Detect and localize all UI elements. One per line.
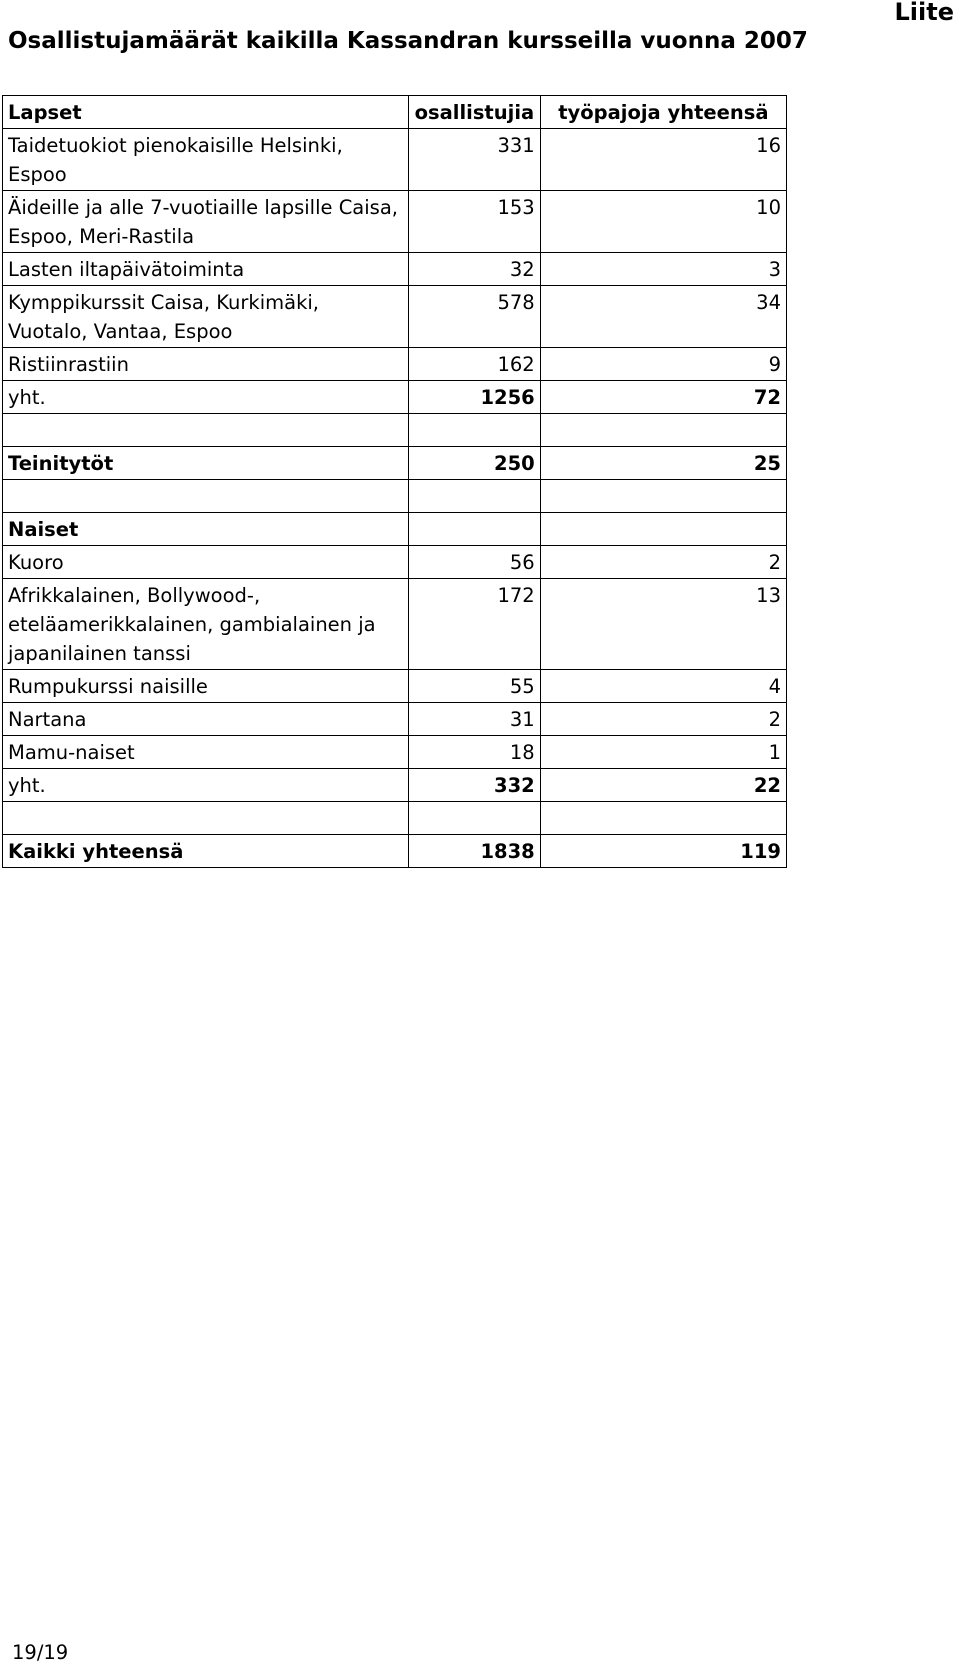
participants-count: 153 [409,191,541,253]
workshops-count: 16 [540,129,786,191]
workshops-count: 2 [540,703,786,736]
grand-total-workshops: 119 [540,835,786,868]
course-name: Ristiinrastiin [3,348,409,381]
page-number: 19/19 [12,1641,69,1664]
course-name: Kuoro [3,546,409,579]
teinitytot-row [3,447,787,480]
course-name: Äideille ja alle 7-vuotiaille lapsille Caisa, Espoo, Meri-Rastila [3,191,409,253]
grand-total-row [3,835,787,868]
participants-count: 32 [409,253,541,286]
spacer-row [3,802,787,835]
table-row [3,579,787,670]
section-naiset: Naiset [3,513,409,546]
spacer-row [3,480,787,513]
table-row [3,736,787,769]
participants-count: 55 [409,670,541,703]
workshops-count: 10 [540,191,786,253]
table-row [3,703,787,736]
grand-total-label: Kaikki yhteensä [3,835,409,868]
participants-count: 31 [409,703,541,736]
header-participants: osallistujia [409,96,541,129]
participants-count: 578 [409,286,541,348]
total-workshops: 72 [540,381,786,414]
header-workshops: työpajoja yhteensä [540,96,786,129]
appendix-label: Liite [894,0,954,26]
total-participants: 1256 [409,381,541,414]
workshops-count: 25 [540,447,786,480]
table-row [3,546,787,579]
workshops-count: 3 [540,253,786,286]
total-label: yht. [3,381,409,414]
participants-count: 250 [409,447,541,480]
naiset-total-row [3,769,787,802]
participants-count: 56 [409,546,541,579]
lapset-total-row [3,381,787,414]
table-header-row [3,96,787,129]
table-row [3,129,787,191]
total-participants: 332 [409,769,541,802]
course-name: Nartana [3,703,409,736]
header-lapset: Lapset [3,96,409,129]
course-name: Rumpukurssi naisille [3,670,409,703]
workshops-count: 34 [540,286,786,348]
course-name: Kymppikurssit Caisa, Kurkimäki, Vuotalo, Vantaa, Espoo [3,286,409,348]
participants-count: 331 [409,129,541,191]
workshops-count: 2 [540,546,786,579]
total-label: yht. [3,769,409,802]
course-name: Taidetuokiot pienokaisille Helsinki, Espoo [3,129,409,191]
course-name: Lasten iltapäivätoiminta [3,253,409,286]
table-row [3,670,787,703]
participants-count: 172 [409,579,541,670]
table-row [3,253,787,286]
table-row [3,286,787,348]
table-row [3,348,787,381]
table-row [3,191,787,253]
workshops-count: 13 [540,579,786,670]
section-teinitytot: Teinitytöt [3,447,409,480]
workshops-count: 1 [540,736,786,769]
naiset-header-row [3,513,787,546]
workshops-count: 9 [540,348,786,381]
course-name: Afrikkalainen, Bollywood-, eteläamerikkalainen, gambialainen ja japanilainen tanssi [3,579,409,670]
grand-total-participants: 1838 [409,835,541,868]
course-name: Mamu-naiset [3,736,409,769]
participants-count: 18 [409,736,541,769]
participants-count: 162 [409,348,541,381]
participants-table [2,95,787,868]
total-workshops: 22 [540,769,786,802]
document-title: Osallistujamäärät kaikilla Kassandran kursseilla vuonna 2007 [8,28,808,54]
workshops-count: 4 [540,670,786,703]
spacer-row [3,414,787,447]
